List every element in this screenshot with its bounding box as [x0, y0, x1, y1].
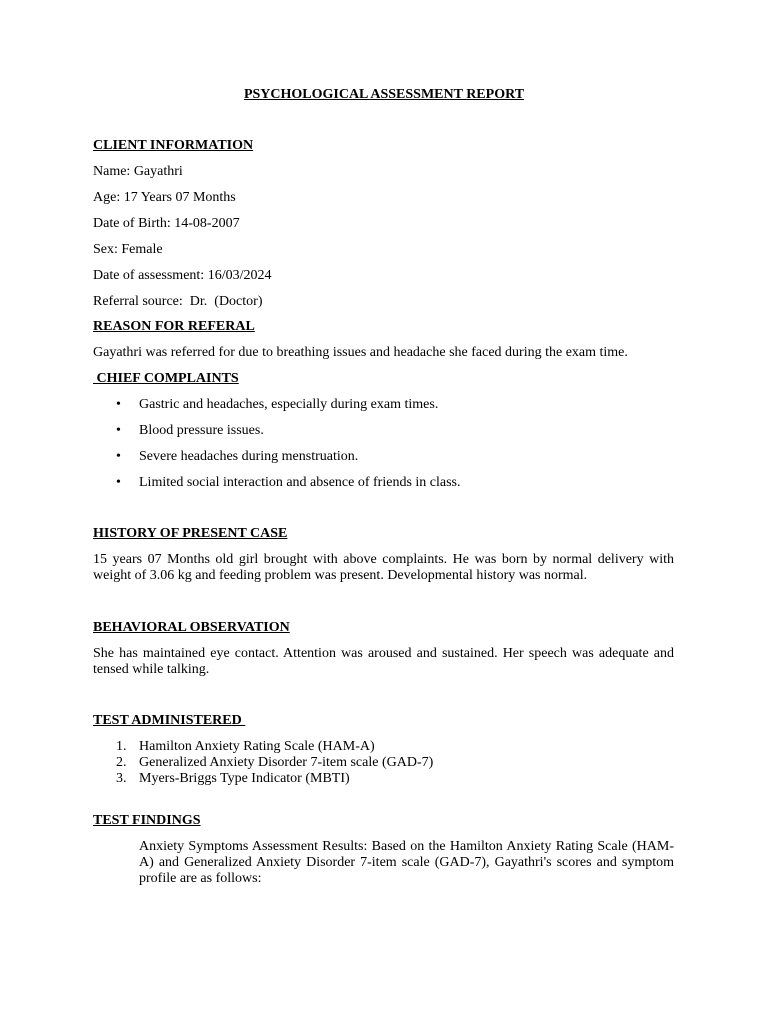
complaint-text: Gastric and headaches, especially during exam times.	[139, 397, 439, 412]
behavior-heading: BEHAVIORAL OBSERVATION	[93, 620, 290, 635]
assessment-date: Date of assessment: 16/03/2024	[93, 268, 272, 283]
bullet-icon: •	[116, 397, 121, 412]
list-number: 2.	[116, 755, 127, 770]
bullet-icon: •	[116, 475, 121, 490]
test-name: Generalized Anxiety Disorder 7-item scale (GAD-7)	[139, 755, 434, 770]
list-item	[116, 755, 433, 771]
list-item	[116, 449, 358, 465]
complaint-text: Severe headaches during menstruation.	[139, 449, 359, 464]
history-text: 15 years 07 Months old girl brought with above complaints. He was born by normal delivery with weight of 3.06 kg and feeding problem was present. Developmental history was normal.	[93, 552, 674, 583]
client-sex: Sex: Female	[93, 242, 163, 257]
complaint-text: Blood pressure issues.	[139, 423, 264, 438]
list-item	[116, 771, 350, 787]
report-title: PSYCHOLOGICAL ASSESSMENT REPORT	[243, 87, 525, 102]
list-number: 1.	[116, 739, 127, 754]
list-item	[116, 397, 438, 413]
history-heading: HISTORY OF PRESENT CASE	[93, 526, 288, 541]
list-item	[116, 475, 461, 491]
complaints-heading: CHIEF COMPLAINTS	[93, 371, 239, 386]
reason-heading: REASON FOR REFERAL	[93, 319, 255, 334]
tests-heading: TEST ADMINISTERED	[93, 713, 246, 728]
findings-heading: TEST FINDINGS	[93, 813, 201, 828]
reason-text: Gayathri was referred for due to breathing issues and headache she faced during the exam time.	[93, 345, 628, 360]
complaint-text: Limited social interaction and absence of friends in class.	[139, 475, 461, 490]
list-item	[116, 739, 375, 755]
bullet-icon: •	[116, 423, 121, 438]
behavior-text: She has maintained eye contact. Attention was aroused and sustained. Her speech was adequate and tensed while talking.	[93, 646, 674, 677]
client-age: Age: 17 Years 07 Months	[93, 190, 236, 205]
client-dob: Date of Birth: 14-08-2007	[93, 216, 240, 231]
client-name: Name: Gayathri	[93, 164, 183, 179]
list-number: 3.	[116, 771, 127, 786]
findings-text: Anxiety Symptoms Assessment Results: Based on the Hamilton Anxiety Rating Scale (HAM-A) and Generalized Anxiety Disorder 7-item scale (GAD-7), Gayathri's scores and symptom profile are as follows:	[139, 839, 674, 886]
bullet-icon: •	[116, 449, 121, 464]
referral-source: Referral source: Dr. (Doctor)	[93, 294, 263, 309]
test-name: Hamilton Anxiety Rating Scale (HAM-A)	[139, 739, 375, 754]
client-info-heading: CLIENT INFORMATION	[93, 138, 254, 153]
list-item	[116, 423, 264, 439]
test-name: Myers-Briggs Type Indicator (MBTI)	[139, 771, 350, 786]
